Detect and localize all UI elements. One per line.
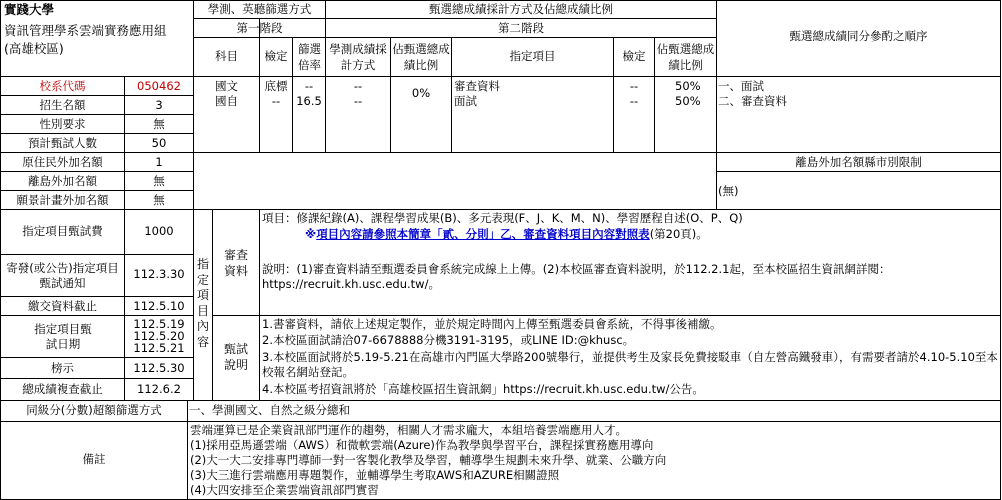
interview-note-4: 4.本校區考招資訊將於「高雄校區招生資訊網」https://recruit.kh.usc.edu.tw/公告。 [262,383,704,396]
header-subject: 科目 [215,50,238,63]
header-gsat-method: 學測成績採計方式 [329,42,387,72]
info-label-expected: 預計甄試人數 [28,137,97,150]
header-standard: 檢定 [264,50,288,63]
campus-name: (高雄校區) [4,42,64,55]
stage1-standard-1: 底標 [264,80,288,93]
info-label-offshore: 離島外加名額 [28,175,97,188]
header-score-group: 甄選總成績採計方式及佔總成績比例 [429,3,613,16]
info-value-offshore: 無 [153,175,165,188]
exam-date-label: 指定項目甄試日期 [34,322,92,351]
info-label-code: 校系代碼 [39,80,86,93]
department-name: 資訊管理學系雲端實務應用組 [4,24,167,37]
info-label-vision: 願景計畫外加名額 [16,194,109,207]
remarks-label: 備註 [82,453,106,466]
fee-label: 指定項目甄試費 [22,225,103,238]
stage1-subject-1: 國文 [215,80,238,93]
remarks-line-2: (1)採用亞馬遜雲端（AWS）和微軟雲端(Azure)作為教學與學習平台，課程採實務應用導向 [190,438,654,452]
info-value-indigenous: 1 [155,156,163,169]
exam-date-3: 112.5.21 [133,342,185,354]
interview-label: 甄試說明 [223,342,248,372]
offshore-restriction-value: (無) [718,185,739,198]
reference-mark: ※ [305,228,317,241]
header-gsat-ratio: 佔甄選總成績比例 [392,42,450,72]
submit-deadline-value: 112.5.10 [133,300,185,313]
notice-date-label: 寄發(或公告)指定項目甄試通知 [6,261,119,290]
review-reference [305,228,998,241]
gsat-ratio: 0% [411,87,431,100]
fee-value: 1000 [144,225,174,238]
stage2-item-2: 面試 [454,95,477,108]
overflow-screening-label: 同級分(分數)超額篩選方式 [26,404,162,417]
gsat-method-1: -- [353,80,363,93]
tiebreak-1: 一、面試 [718,80,764,93]
offshore-restriction-title: 離島外加名額縣市別限制 [795,156,922,169]
review-items: 項目：修課紀錄(A)、課程學習成果(B)、多元表現(F、J、K、M、N)、學習歷程自述(O、P、Q) [262,212,743,225]
designated-content-vertical-label: 指定項目內容 [196,257,209,349]
header-stage-two: 第二階段 [498,22,544,35]
stage1-ratio-1: -- [304,80,314,93]
recheck-label: 總成績複查截止 [22,383,103,396]
header-designated-items: 指定項目 [509,50,556,63]
stage2-ratio-2: 50% [675,95,701,108]
interview-note-2: 2.本校區面試請洽07-6678888分機3191-3195，或LINE ID:@khusc。 [262,334,635,347]
submit-deadline-label: 繳交資料截止 [28,300,97,313]
results-value: 112.5.30 [133,362,185,375]
review-label: 審查資料 [223,248,248,278]
header-designated-ratio: 佔甄選總成績比例 [656,42,715,72]
info-value-vision: 無 [153,194,165,207]
interview-note-1: 1.書審資料，請依上述規定製作，並於規定時間內上傳至甄選委員會系統，不得事後補繳。 [262,318,722,331]
stage1-ratio-2: 16.5 [296,95,322,108]
remarks-line-3: (2)大一大二安排專門導師一對一客製化教學及學習，輔導學生規劃未來升學、就業、公職方向 [190,453,667,467]
header-designated-standard: 檢定 [622,50,646,63]
overflow-screening-value: 一、學測國文、自然之級分總和 [189,404,350,417]
stage2-item-1: 審查資料 [454,80,500,93]
reference-link[interactable]: 項目內容請參照本簡章「貳、分則」乙、審查資料項目內容對照表 [316,228,650,241]
remarks-line-5: (4)大四安排至企業雲端資訊部門實習 [190,483,379,497]
remarks-line-4: (3)大三進行雲端應用專題製作，並輔導學生考取AWS和AZURE相關證照 [190,468,560,482]
exam-date-1: 112.5.19 [133,318,185,330]
notice-date-value: 112.3.30 [133,268,185,281]
school-name: 實踐大學 [4,3,55,16]
info-value-quota: 3 [155,99,163,112]
info-label-indigenous: 原住民外加名額 [22,156,103,169]
interview-note-3: 3.本校區面試將於5.19-5.21在高雄市內門區大學路200號舉行，並提供考生及家長免費接駁車（自左營高鐵發車），有需要者請於4.10-5.10至本校報名網站登記。 [262,350,998,379]
results-label: 榜示 [51,362,74,375]
info-label-gender: 性別要求 [39,118,86,131]
gsat-method-2: -- [353,95,363,108]
header-method-group: 學測、英聽篩選方式 [207,3,312,16]
header-tiebreak-order: 甄選總成績同分參酌之順序 [789,30,928,43]
reference-page: (第20頁)。 [649,228,708,241]
stage1-subject-2: 國自 [215,95,238,108]
info-value-code: 050462 [137,80,181,93]
exam-date-2: 112.5.20 [133,330,185,342]
stage2-standard-2: -- [629,95,639,108]
recheck-value: 112.6.2 [137,383,181,396]
review-note: 說明：(1)審查資料請至甄選委員會系統完成線上上傳。(2)本校區審查資料說明，於112.2.1起，至本校區招生資訊網詳閱：https://recruit.kh.usc.edu.tw/。 [262,262,891,291]
info-value-expected: 50 [151,137,167,150]
header-stage-one: 第一階段 [236,22,283,35]
stage2-ratio-1: 50% [675,80,701,93]
stage1-standard-2: -- [271,95,281,108]
stage2-standard-1: -- [629,80,639,93]
tiebreak-2: 二、審查資料 [718,95,787,108]
info-value-gender: 無 [153,118,165,131]
header-screen-ratio: 篩選倍率 [298,42,321,72]
info-label-quota: 招生名額 [39,99,86,112]
remarks-line-1: 雲端運算已是企業資訊部門運作的趨勢，相關人才需求龐大，本組培養雲端應用人才。 [190,423,627,437]
